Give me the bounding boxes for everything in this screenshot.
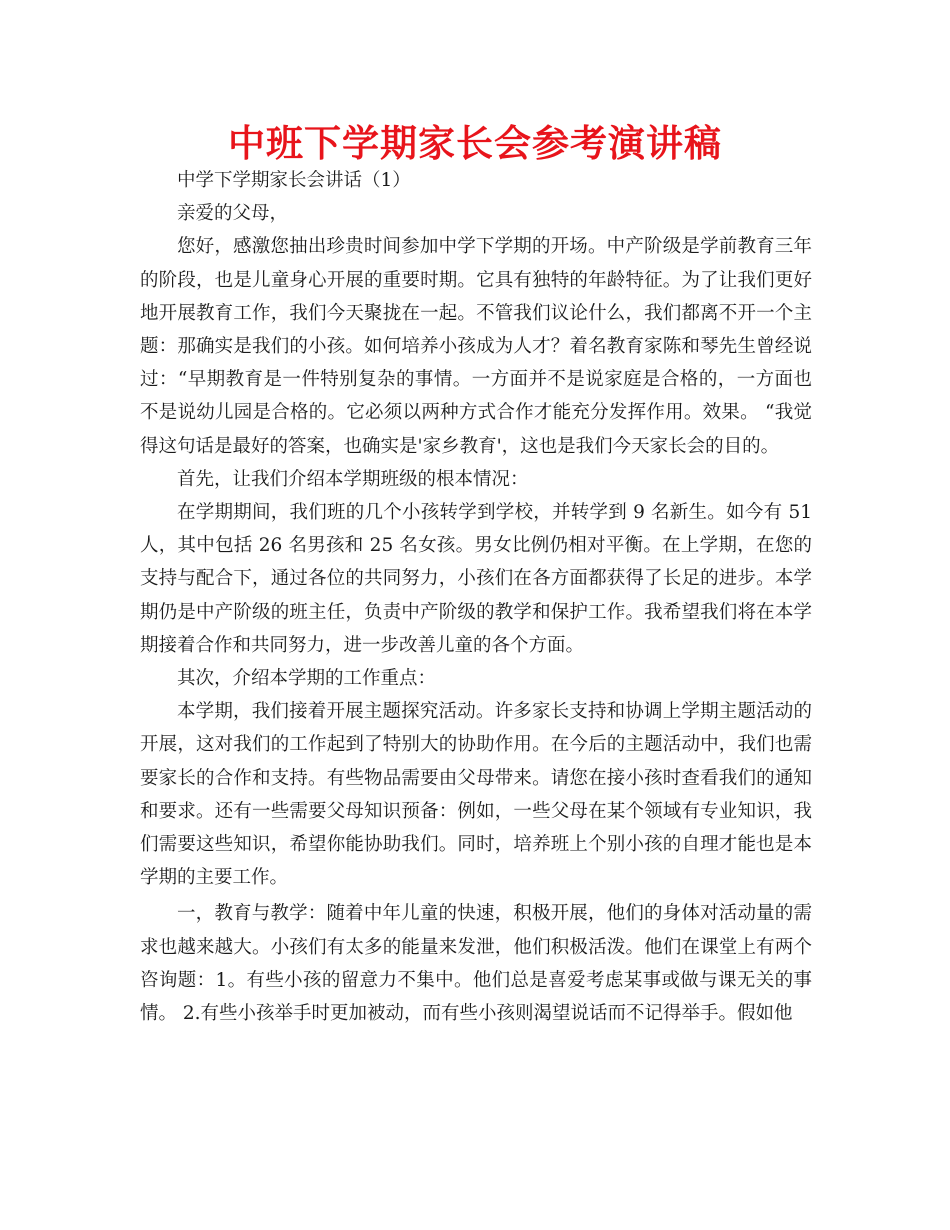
paragraph-work-focus: 本学期，我们接着开展主题探究活动。许多家长支持和协调上学期主题活动的开展，这对我们的工作起到了特别大的协助作用。在今后的主题活动中，我们也需要家长的合作和支持。有些物品需要由父母带来。请您在接小孩时查看我们的通知和要求。还有一些需要父母知识预备：例如，一些父母在某个领域有专业知识，我们需要这些知识，希望你能协助我们。同时，培养班上个别小孩的自理才能也是本学期的主要工作。: [140, 701, 812, 889]
paragraph-intro: 您好，感激您抽出珍贵时间参加中学下学期的开场。中产阶级是学前教育三年的阶段，也是儿童身心开展的重要时期。它具有独特的年龄特征。为了让我们更好地开展教育工作，我们今天聚拢在一起。不管我们议论什么，我们都离不开一个主题：那确实是我们的小孩。如何培养小孩成为人才？着名教育家陈和琴先生曾经说过：“早期教育是一件特别复杂的事情。一方面并不是说家庭是合格的，一方面也不是说幼儿园是合格的。它必须以两种方式合作才能充分发挥作用。效果。 “我觉得这句话是最好的答案，也确实是'家乡教育'，这也是我们今天家长会的目的。: [140, 236, 812, 457]
document-title: 中班下学期家长会参考演讲稿: [228, 122, 722, 165]
paragraph-class-situation: 在学期期间，我们班的几个小孩转学到学校，并转学到 9 名新生。如今有 51 人，其中包括 26 名男孩和 25 名女孩。男女比例仍相对平衡。在上学期，在您的支持与配合下，通过各位的共同努力，小孩们在各方面都获得了长足的进步。本学期仍是中产阶级的班主任，负责中产阶级的教学和保护工作。我希望我们将在本学期接着合作和共同努力，进一步改善儿童的各个方面。: [140, 502, 812, 656]
paragraph-salutation: 亲爱的父母，: [177, 203, 289, 225]
paragraph-heading: 中学下学期家长会讲话（1）: [177, 170, 411, 191]
document-body: [140, 164, 812, 1030]
paragraph-second-heading: 其次，介绍本学期的工作重点：: [177, 668, 437, 690]
paragraph-first-heading: 首先，让我们介绍本学期班级的根本情况：: [177, 468, 529, 490]
paragraph-education-teaching: 一，教育与教学：随着中年儿童的快速，积极开展，他们的身体对活动量的需求也越来越大。小孩们有太多的能量来发泄，他们积极活泼。他们在课堂上有两个咨询题：1。有些小孩的留意力不集中。他们总是喜爱考虑某事或做与课无关的事情。 2.有些小孩举手时更加被动，而有些小孩则渴望说话而不记得举手。假如他: [140, 903, 812, 1025]
